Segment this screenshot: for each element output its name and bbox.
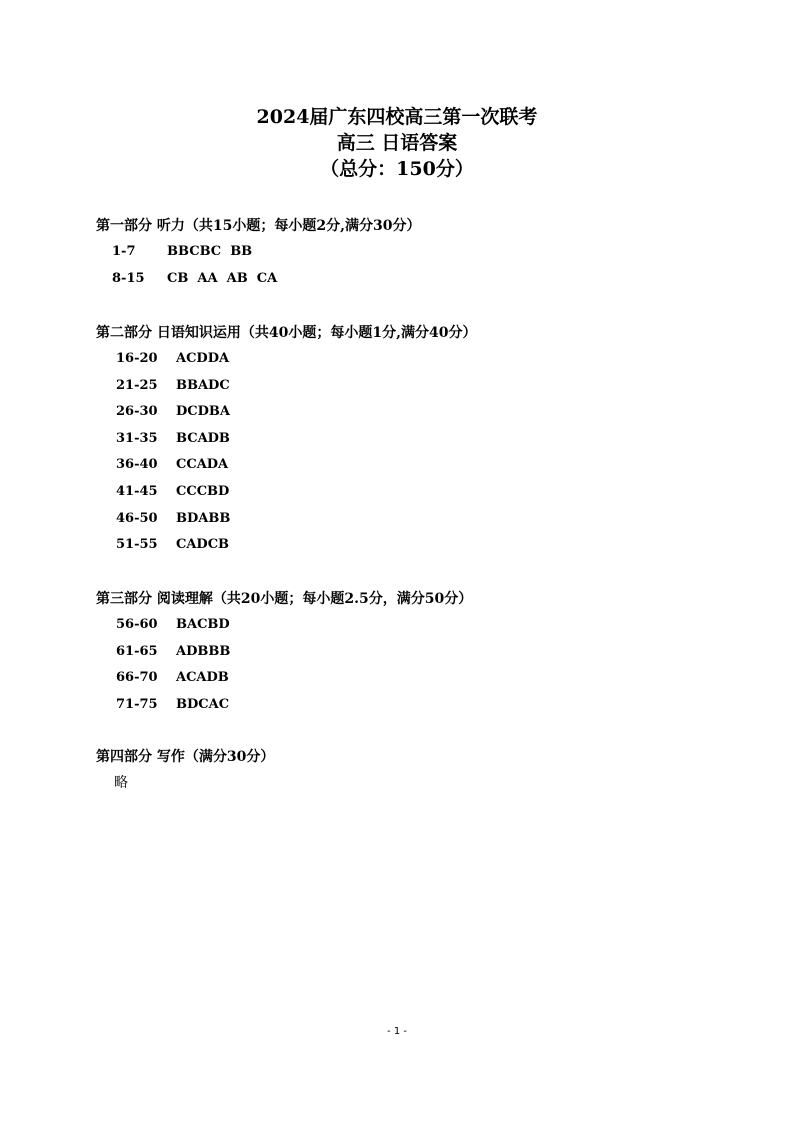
answer-row xyxy=(96,665,746,692)
answer-row xyxy=(96,506,746,533)
question-range: 41-45 xyxy=(116,483,158,499)
question-range: 56-60 xyxy=(116,617,158,632)
question-range: 61-65 xyxy=(116,643,158,659)
answer-row xyxy=(96,639,746,666)
question-range: 1-7 xyxy=(112,244,136,259)
answer-string: BBCBC BB xyxy=(167,244,253,259)
section-heading: 第四部分 写作（满分30分） xyxy=(96,749,275,765)
question-range: 71-75 xyxy=(116,696,158,712)
answer-string: CB AA AB CA xyxy=(167,270,278,286)
exam-title: 2024届广东四校高三第一次联考 xyxy=(256,106,538,128)
question-range: 51-55 xyxy=(116,537,158,553)
question-range: 31-35 xyxy=(116,430,158,446)
answer-key-title: 高三 日语答案 xyxy=(336,132,458,154)
question-range: 8-15 xyxy=(112,270,145,286)
page-number: - 1 - xyxy=(387,1026,407,1037)
answer-row xyxy=(96,532,746,559)
answer-string: DCDBA xyxy=(176,404,230,420)
answer-string: BBADC xyxy=(176,377,230,393)
answer-row xyxy=(96,479,746,506)
question-range: 21-25 xyxy=(116,377,158,393)
answer-row xyxy=(96,452,746,479)
answer-string: BDABB xyxy=(176,510,231,526)
question-range: 16-20 xyxy=(116,351,158,366)
section-listening xyxy=(96,213,746,292)
answer-row xyxy=(96,239,746,266)
answer-string: BACBD xyxy=(176,617,230,632)
answer-row xyxy=(96,612,746,639)
section-heading: 第一部分 听力（共15小题；每小题2分,满分30分） xyxy=(96,218,421,234)
answer-string: ACADB xyxy=(176,670,229,686)
document-title-block xyxy=(0,104,794,182)
section-heading: 第三部分 阅读理解（共20小题；每小题2.5分，满分50分） xyxy=(96,591,473,607)
answer-string: CCADA xyxy=(176,457,229,473)
answer-row xyxy=(96,346,746,373)
omitted-note: 略 xyxy=(114,775,128,791)
question-range: 46-50 xyxy=(116,510,158,526)
total-score: （总分：150分） xyxy=(320,158,474,180)
answer-string: BDCAC xyxy=(176,696,230,712)
section-language-usage xyxy=(96,320,746,559)
section-heading: 第二部分 日语知识运用（共40小题；每小题1分,满分40分） xyxy=(96,325,477,341)
section-writing xyxy=(96,744,746,796)
answer-string: CADCB xyxy=(176,537,230,553)
question-range: 66-70 xyxy=(116,670,158,686)
answer-row xyxy=(96,399,746,426)
question-range: 26-30 xyxy=(116,404,158,420)
answer-string: ADBBB xyxy=(176,643,231,659)
answer-string: BCADB xyxy=(176,430,230,446)
question-range: 36-40 xyxy=(116,457,158,473)
answer-row xyxy=(96,692,746,719)
answer-row xyxy=(96,266,746,293)
answer-row xyxy=(96,373,746,400)
section-reading xyxy=(96,586,746,718)
answer-string: CCCBD xyxy=(176,483,230,499)
answer-row xyxy=(96,426,746,453)
answer-string: ACDDA xyxy=(176,351,230,366)
